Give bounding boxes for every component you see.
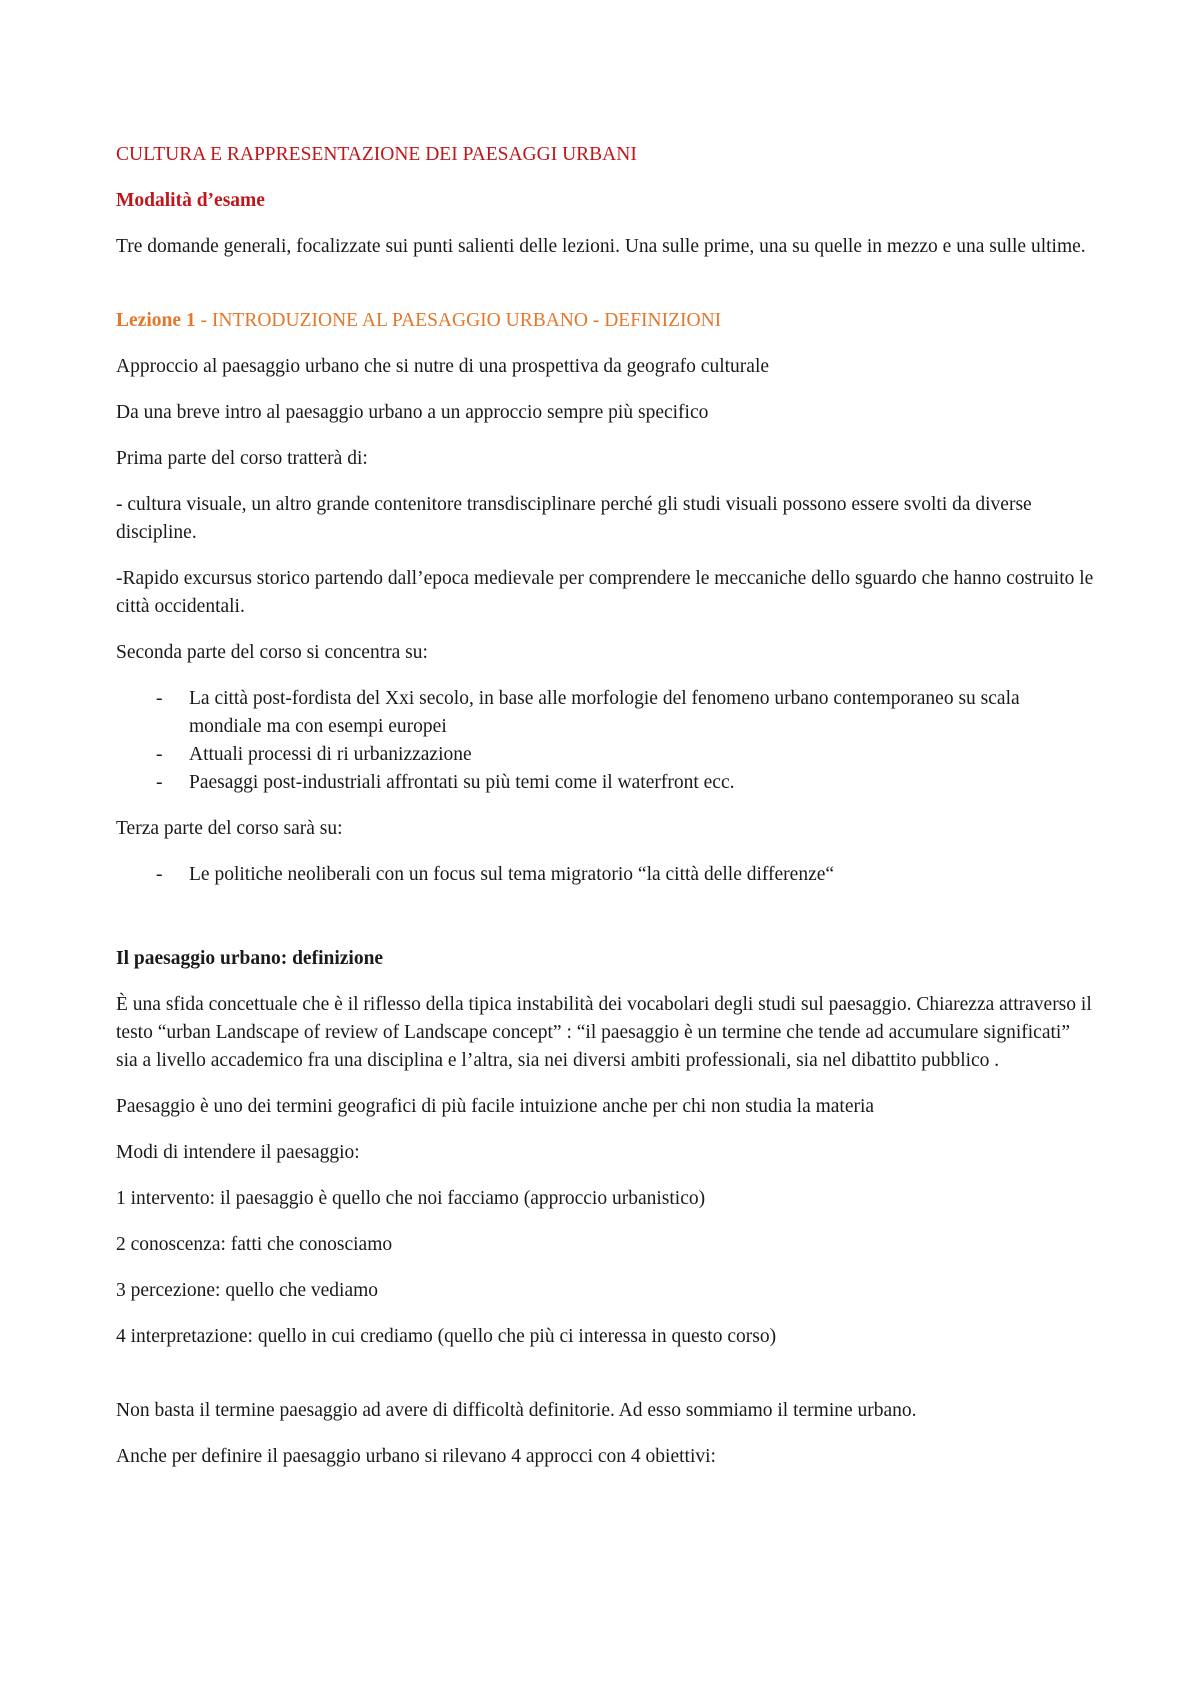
modo-item-2: 2 conoscenza: fatti che conosciamo [116,1234,393,1255]
list-item [116,685,1096,741]
list-item [116,861,1096,889]
exam-text: Tre domande generali, focalizzate sui punti salienti delle lezioni. Una sulle prime, una su quelle in mezzo e una sulle ultime. [116,236,1086,257]
definizione-paragraph-3: Modi di intendere il paesaggio: [116,1142,360,1163]
definizione-paragraph-5: Anche per definire il paesaggio urbano si rilevano 4 approcci con 4 obiettivi: [116,1446,716,1467]
document-content [116,141,1096,1471]
list-item [116,769,1096,797]
definizione-heading: Il paesaggio urbano: definizione [116,948,384,969]
lezione-1-paragraph-7: Terza parte del corso sarà su: [116,818,343,839]
seconda-parte-list [116,685,1096,797]
list-item-text: Attuali processi di ri urbanizzazione [189,744,472,765]
modo-item-1: 1 intervento: il paesaggio è quello che noi facciamo (approccio urbanistico) [116,1188,706,1209]
modo-item-4: 4 interpretazione: quello in cui crediamo (quello che più ci interessa in questo corso) [116,1326,777,1347]
list-item-text: Paesaggi post-industriali affrontati su più temi come il waterfront ecc. [189,772,735,793]
lezione-1-paragraph-4: - cultura visuale, un altro grande contenitore transdisciplinare perché gli studi visuali possono essere svolti da diverse discipline. [116,494,1032,543]
definizione-paragraph-2: Paesaggio è uno dei termini geografici di più facile intuizione anche per chi non studia la materia [116,1096,875,1117]
exam-heading: Modalità d’esame [116,190,265,211]
lezione-1-paragraph-3: Prima parte del corso tratterà di: [116,448,368,469]
definizione-paragraph-1: È una sfida concettuale che è il riflesso della tipica instabilità dei vocabolari degli studi sul paesaggio. Chiarezza attraverso il testo “urban Landscape of review of Landscape concept” : “il paesaggio è un termine che tende ad accumulare significati” sia a livello accademico fra una disciplina e l’altra, sia nei diversi ambiti professionali, sia nel dibattito pubblico . [116,994,1092,1071]
lezione-1-heading [116,307,1096,335]
lezione-1-paragraph-6: Seconda parte del corso si concentra su: [116,642,428,663]
dash-bullet: - [156,864,163,885]
list-item [116,741,1096,769]
definizione-paragraph-4: Non basta il termine paesaggio ad avere di difficoltà definitorie. Ad esso sommiamo il termine urbano. [116,1400,917,1421]
terza-parte-list [116,861,1096,889]
list-item-text: La città post-fordista del Xxi secolo, in base alle morfologie del fenomeno urbano contemporaneo su scala mondiale ma con esempi europei [189,688,1020,737]
lezione-1-title: - INTRODUZIONE AL PAESAGGIO URBANO - DEFINIZIONI [195,310,722,331]
dash-bullet: - [156,688,163,709]
list-item-text: Le politiche neoliberali con un focus sul tema migratorio “la città delle differenze“ [189,864,835,885]
lezione-1-paragraph-2: Da una breve intro al paesaggio urbano a un approccio sempre più specifico [116,402,709,423]
document-title: CULTURA E RAPPRESENTAZIONE DEI PAESAGGI URBANI [116,144,637,165]
lezione-1-paragraph-5: -Rapido excursus storico partendo dall’epoca medievale per comprendere le meccaniche dello sguardo che hanno costruito le città occidentali. [116,568,1094,617]
dash-bullet: - [156,772,163,793]
dash-bullet: - [156,744,163,765]
lezione-1-label: Lezione 1 [116,310,196,331]
lezione-1-paragraph-1: Approccio al paesaggio urbano che si nutre di una prospettiva da geografo culturale [116,356,770,377]
modo-item-3: 3 percezione: quello che vediamo [116,1280,379,1301]
